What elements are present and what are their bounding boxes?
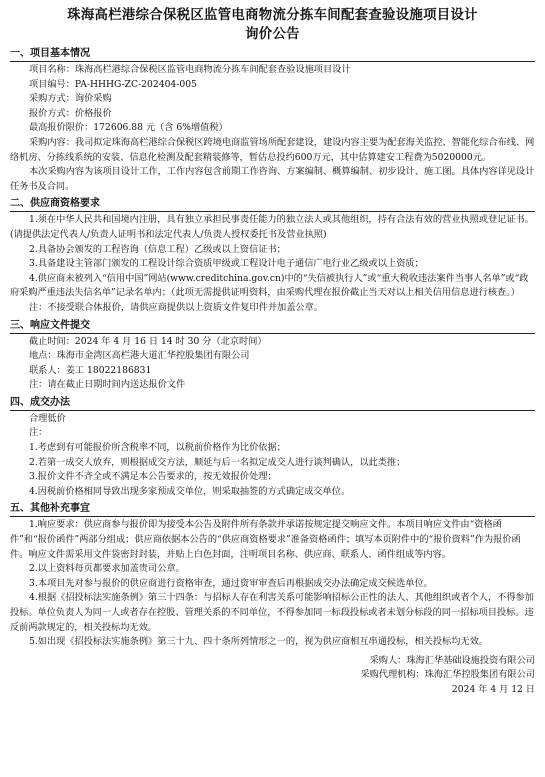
supplement-item: 4.根据《招投标法实施条例》第三十四条：与招标人存在利害关系可能影响招标公正性的法人、其他组织或者个人，不得参加投标。单位负责人为同一人或者存在控股、管理关系的不同单位，不得参加同一标段投标或者未划分标段的同一招标项目投标。违反前两款规定的，相关投标均无效。: [10, 592, 534, 633]
project-number: 项目编号：PA-HHHG-ZC-202404-005: [29, 78, 197, 90]
procurement-method: 采购方式：询价采购: [29, 93, 112, 105]
award-method: 合理低价: [29, 412, 66, 424]
supplement-item: 5.如出现《招投标法实施条例》第三十九、四十条所列情形之一的，视为供应商相互串通投标，相关投标均无效。: [29, 636, 488, 648]
procurement-content: 采购内容：我司拟定珠海高栏港综合保税区跨境电商监管场所配套建设，建设内容主要为配套海关监控、智能化综合布线、网络机房、分拣线系统的安装、信息化检测及配套精装修等，暂估总投约600万元，其中估算建安工程费为5020000元。: [10, 136, 535, 163]
award-rule: 1.考虑到有可能报价所含税率不同，以税前价格作为比价依据；: [29, 442, 286, 454]
contact-person: 联系人：姜工 18022186831: [29, 364, 152, 376]
qualification-item: 3.具备建设主管部门颁发的工程设计综合资质甲级或工程设计电子通信广电行业乙级或以上资质；: [29, 258, 424, 270]
max-price: 最高报价限价：172606.88 元（含 6%增值税）: [29, 122, 228, 134]
procurement-scope: 本次采购内容为该项目设计工作，工作内容包含前期工作咨询、方案编制、概算编制、初步设计、施工图。具体内容详见设计任务书及合同。: [10, 166, 535, 192]
section-2-heading: 二、供应商资格要求: [10, 196, 535, 212]
qualification-note: 注：不接受联合体报价，请供应商提供以上资质文件复印件并加盖公章。: [29, 301, 323, 313]
award-note-label: 注：: [29, 427, 48, 439]
issue-date: 2024 年 4 月 12 日: [451, 683, 535, 695]
section-5-body: [10, 518, 535, 649]
qualification-item: 4.供应商未被列入“信用中国”网站(www.creditchina.gov.cn)中的“失信被执行人”或“重大税收违法案件当事人名单”或“政府采购严重违法失信名单”记录名单内；（此项无需提供证明资料，由采购代理在报价截止当天对以上相关信用信息进行核查。）: [10, 272, 529, 299]
title-line-2: 询价公告: [245, 26, 300, 42]
signature-block: [10, 654, 535, 698]
submission-deadline: 截止时间：2024 年 4 月 16 日 14 时 30 分（北京时间）: [29, 335, 267, 347]
award-rule: 4.因税前价格相同导致出现多家预成交单位，则采取抽签的方式确定成交单位。: [29, 485, 351, 497]
qualification-item: 2.具备协会颁发的工程咨询（信息工程）乙级或以上资信证书；: [29, 243, 286, 255]
supplement-item: 2.以上资料每页都要求加盖贵司公章。: [29, 563, 185, 575]
section-3-heading: 三、响应文件提交: [10, 318, 535, 334]
supplement-item: 3.本项目先对参与报价的供应商进行资格审查，通过资审审查后再根据成交办法确定成交候选单位。: [29, 577, 433, 589]
purchaser: 采购人：珠海汇华基础设施投资有限公司: [369, 654, 535, 666]
section-4-heading: 四、成交办法: [10, 395, 535, 411]
quotation-method: 报价方式：价格报价: [29, 107, 112, 119]
section-2-body: [10, 213, 535, 315]
qualification-item: 1.须在中华人民共和国境内注册，具有独立承担民事责任能力的独立法人或其他组织，持有合法有效的营业执照或登记证书。(请提供法定代表人/负责人证明书和法定代表人/负责人授权委托书及营业执照): [10, 214, 534, 240]
award-rule: 2.若第一成交人放弃，则根据成交方法，顺延与后一名拟定成交人进行谈判确认，以此类推；: [29, 456, 406, 468]
award-rule: 3.报价文件不齐全或不满足本公告要求的，按无效报价处理；: [29, 471, 277, 483]
section-4-body: [10, 412, 535, 500]
section-5-heading: 五、其他补充事宜: [10, 501, 535, 517]
project-name: 项目名称：珠海高栏港综合保税区监管电商物流分拣车间配套查验设施项目设计: [29, 64, 351, 75]
section-1-body: [10, 63, 535, 194]
submission-note: 注：请在截止日期时间内送达报价文件: [29, 379, 186, 391]
document-title: [10, 6, 535, 44]
title-line-1: 珠海高栏港综合保税区监管电商物流分拣车间配套查验设施项目设计: [67, 7, 478, 23]
supplement-item: 1.响应要求：供应商参与报价即为接受本公告及附件所有条款并承诺按规定提交响应文件。本项目响应文件由“资格函件”和“报价函件”两部分组成；供应商依据本公告的“供应商资格要求”准备资格函件；填写本页附件中的“报价资料”作为报价函件。响应文件需采用文件袋密封封装，并贴上白色封面，注明项目名称、供应商、联系人、函件组成等内容。: [10, 519, 521, 560]
procurement-agent: 采购代理机构：珠海汇华控股集团有限公司: [360, 669, 535, 681]
section-1-heading: 一、项目基本情况: [10, 46, 535, 62]
submission-location: 地点：珠海市金湾区高栏港大道汇华控股集团有限公司: [29, 350, 250, 362]
section-3-body: [10, 335, 535, 393]
